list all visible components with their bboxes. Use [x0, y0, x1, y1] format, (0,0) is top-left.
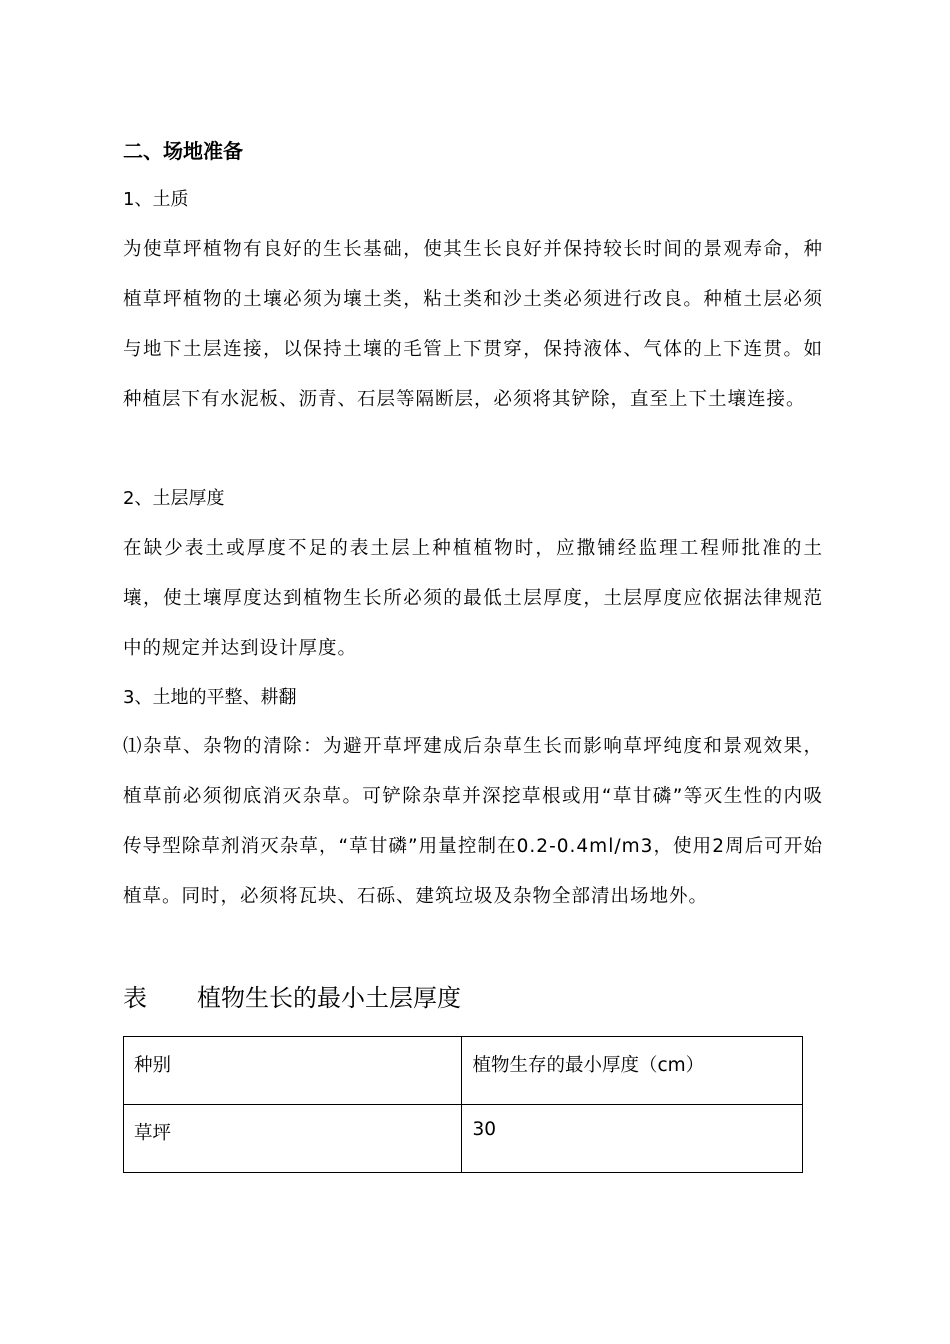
table-cell: 草坪	[124, 1105, 462, 1173]
table-header-row	[124, 1037, 803, 1105]
table-row	[124, 1105, 803, 1173]
item-heading-soil-thickness: 2、土层厚度	[123, 488, 225, 509]
min-soil-thickness-table	[123, 1036, 803, 1173]
item-body-soil-quality: 为使草坪植物有良好的生长基础，使其生长良好并保持较长时间的景观寿命，种植草坪植物的土壤必须为壤土类，粘土类和沙土类必须进行改良。种植土层必须与地下土层连接，以保持土壤的毛管上下贯穿，保持液体、气体的上下连贯。如种植层下有水泥板、沥青、石层等隔断层，必须将其铲除，直至上下土壤连接。	[123, 239, 823, 410]
section-title: 二、场地准备	[123, 139, 243, 163]
table-caption-title: 植物生长的最小土层厚度	[197, 984, 461, 1012]
table-cell: 30	[462, 1105, 803, 1173]
table-caption-prefix: 表	[123, 984, 147, 1012]
item-heading-soil-quality: 1、土质	[123, 189, 189, 210]
table-header-cell: 种别	[124, 1037, 462, 1105]
table-header-cell: 植物生存的最小厚度（cm）	[462, 1037, 803, 1105]
item-body-soil-thickness: 在缺少表土或厚度不足的表土层上种植植物时，应撒铺经监理工程师批准的土壤，使土壤厚度达到植物生长所必须的最低土层厚度，土层厚度应依据法律规范中的规定并达到设计厚度。	[123, 538, 823, 659]
item-heading-land-leveling: 3、土地的平整、耕翻	[123, 687, 297, 708]
table-caption	[123, 980, 461, 1016]
item-body-land-leveling: ⑴杂草、杂物的清除：为避开草坪建成后杂草生长而影响草坪纯度和景观效果，植草前必须彻底消灭杂草。可铲除杂草并深挖草根或用“草甘磷”等灭生性的内吸传导型除草剂消灭杂草，“草甘磷”用量控制在0.2-0.4ml/m3，使用2周后可开始植草。同时，必须将瓦块、石砾、建筑垃圾及杂物全部清出场地外。	[123, 736, 823, 907]
